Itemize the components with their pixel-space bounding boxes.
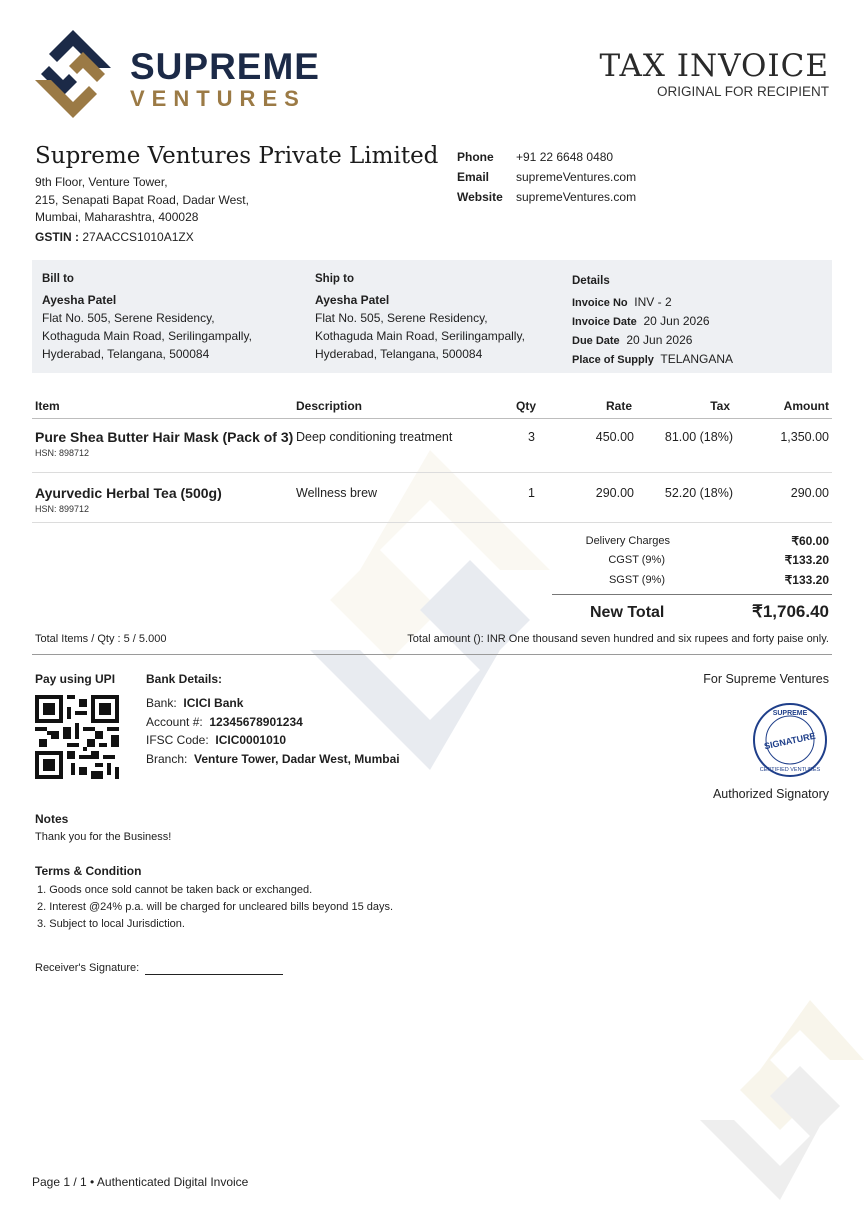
item-rate: 450.00 [595, 430, 634, 444]
document-subtitle: ORIGINAL FOR RECIPIENT [656, 84, 829, 99]
row-divider [32, 472, 832, 473]
cgst-label: CGST (9%) [608, 554, 665, 566]
seller-address: 9th Floor, Venture Tower, 215, Senapati Bapat Road, Dadar West, Mumbai, Maharashtra, 400028 [35, 175, 249, 224]
item-hsn: HSN: 898712 [35, 448, 90, 458]
col-header-rate: Rate [605, 399, 632, 413]
upi-qr-code[interactable] [35, 695, 119, 779]
terms-item: 1. Goods once sold cannot be taken back or exchanged. [37, 884, 313, 896]
row-divider [32, 522, 832, 523]
bill-to-block: Bill to Ayesha Patel Flat No. 505, Serene Residency, Kothaguda Main Road, Serilingampally, Hyderabad, Telangana, 500084 [42, 273, 252, 361]
phone-value: +91 22 6648 0480 [516, 150, 614, 164]
item-qty: 1 [528, 486, 535, 500]
total-label: New Total [590, 604, 665, 621]
sgst-value: ₹133.20 [784, 573, 829, 587]
email-value[interactable]: supremeVentures.com [516, 170, 637, 184]
item-rate: 290.00 [595, 486, 634, 500]
ship-to-block: Ship to Ayesha Patel Flat No. 505, Serene Residency, Kothaguda Main Road, Serilingampally, Hyderabad, Telangana, 500084 [315, 273, 525, 361]
item-description: Deep conditioning treatment [296, 430, 453, 444]
receiver-signature-label: Receiver's Signature: [35, 962, 140, 974]
amount-in-words: Total amount (): INR One thousand seven hundred and six rupees and forty paise only. [407, 633, 829, 645]
bank-details-heading: Bank Details: [146, 672, 223, 686]
brand-name-secondary: VENTURES [130, 86, 306, 111]
col-header-amount: Amount [783, 399, 829, 413]
company-logo-icon [35, 30, 111, 118]
col-header-item: Item [35, 399, 60, 413]
cgst-value: ₹133.20 [784, 553, 829, 567]
total-items-qty: Total Items / Qty : 5 / 5.000 [35, 633, 167, 645]
item-name: Pure Shea Butter Hair Mask (Pack of 3) [35, 429, 294, 445]
terms-list [37, 882, 393, 933]
seller-name: Supreme Ventures Private Limited [35, 143, 439, 169]
receiver-signature-line [145, 974, 283, 975]
item-description: Wellness brew [296, 486, 378, 500]
authorized-signatory-label: Authorized Signatory [712, 787, 829, 801]
page-footer: Page 1 / 1 • Authenticated Digital Invoice [32, 1175, 249, 1189]
notes-heading: Notes [35, 812, 69, 826]
notes-text: Thank you for the Business! [35, 831, 172, 843]
upi-label: Pay using UPI [35, 672, 116, 686]
item-amount: 1,350.00 [780, 430, 829, 444]
seller-contact: Phone +91 22 6648 0480 Email supremeVentures.com Website supremeVentures.com [457, 150, 637, 204]
item-qty: 3 [528, 430, 535, 444]
signature-stamp-icon [752, 702, 828, 778]
item-name: Ayurvedic Herbal Tea (500g) [35, 485, 222, 501]
item-tax: 81.00 (18%) [664, 430, 733, 444]
stamp-bottom-text: CERTIFIED VENTURES [759, 767, 821, 773]
item-hsn: HSN: 899712 [35, 504, 90, 514]
invoice-details-block: Details Invoice No INV - 2 Invoice Date 20 Jun 2026 Due Date 20 Jun 2026 Place of Supply TELANGANA [572, 275, 734, 366]
bank-details: Bank: ICICI Bank Account #: 12345678901234 IFSC Code: ICIC0001010 Branch: Venture Tower, Dadar West, Mumbai [146, 696, 400, 766]
table-header-rule [32, 418, 832, 419]
col-header-description: Description [296, 399, 363, 413]
delivery-charges-label: Delivery Charges [585, 535, 670, 547]
document-title: TAX INVOICE [599, 48, 829, 84]
website-link[interactable]: supremeVentures.com [516, 190, 637, 204]
col-header-tax: Tax [710, 399, 730, 413]
delivery-charges-value: ₹60.00 [791, 534, 829, 548]
item-tax: 52.20 (18%) [664, 486, 733, 500]
stamp-mid-text: SIGNATURE [763, 730, 817, 752]
stamp-top-text: SUPREME [772, 710, 808, 717]
item-amount: 290.00 [790, 486, 829, 500]
total-rule [552, 594, 832, 595]
terms-heading: Terms & Condition [35, 864, 142, 878]
col-header-qty: Qty [516, 399, 537, 413]
brand-name-primary: SUPREME [130, 46, 320, 87]
for-company-label: For Supreme Ventures [703, 672, 829, 686]
sgst-label: SGST (9%) [608, 574, 665, 586]
terms-item: 2. Interest @24% p.a. will be charged for uncleared bills beyond 15 days. [37, 901, 394, 913]
terms-item: 3. Subject to local Jurisdiction. [37, 918, 185, 930]
total-value: ₹1,706.40 [752, 602, 829, 621]
seller-gstin: GSTIN : 27AACCS1010A1ZX [35, 230, 194, 244]
section-divider [32, 654, 832, 655]
watermark-logo-corner [690, 1000, 864, 1200]
